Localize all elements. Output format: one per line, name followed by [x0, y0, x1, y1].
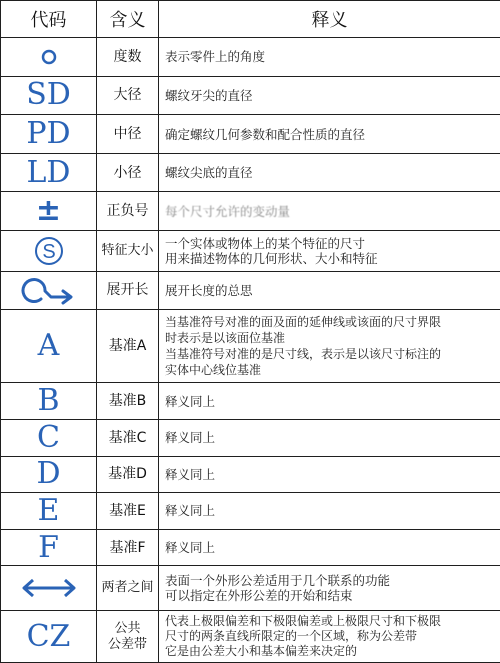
interpretation-cell: [159, 192, 500, 231]
table-row: [1, 115, 500, 154]
interpretation-line: 当基准符号对准的面及面的延伸线或该面的尺寸界限: [165, 315, 442, 330]
interpretation-cell: [159, 566, 500, 611]
table-row: [1, 566, 500, 611]
interpretation-line: 时表示是以该面位基准: [165, 331, 286, 346]
interpretation-line: 实体中心线位基准: [165, 363, 262, 378]
code-cell: [1, 383, 97, 420]
meaning-cell: 基准F: [97, 529, 159, 566]
code-cell: [1, 611, 97, 663]
interpretation-line: 用来描述物体的几何形状、大小和特征: [165, 250, 378, 266]
meaning-cell: 基准B: [97, 383, 159, 420]
table-row: [1, 493, 500, 530]
interpretation-cell: [159, 420, 500, 457]
interpretation-line: 一个实体或物体上的某个特征的尺寸: [165, 235, 366, 251]
code-symbol: SD: [26, 77, 71, 113]
interpretation-cell: [159, 456, 500, 493]
header-row: [1, 1, 500, 38]
interpretation-line: 确定螺纹几何参数和配合性质的直径: [165, 126, 366, 142]
table-row: [1, 456, 500, 493]
table-row: [1, 529, 500, 566]
table-row: [1, 310, 500, 383]
header-code: 代码: [1, 1, 97, 38]
code-cell: [1, 420, 97, 457]
circled-s-letter: S: [41, 240, 56, 263]
interpretation-line: 每个尺寸允许的变动量: [165, 203, 291, 219]
unfold-loop-arrow-icon: [21, 275, 77, 305]
meaning-cell: 基准E: [97, 493, 159, 530]
meaning-cell: 小径: [97, 153, 159, 192]
meaning-cell: 基准A: [97, 310, 159, 383]
code-symbol: PD: [26, 116, 71, 152]
table-row: [1, 420, 500, 457]
table-row: [1, 383, 500, 420]
interpretation-line: 当基准符号对准的是尺寸线，表示是以该尺寸标注的: [165, 347, 442, 362]
interpretation-line: 释义同上: [165, 393, 216, 409]
code-symbol: LD: [26, 154, 71, 190]
meaning-cell: 基准D: [97, 456, 159, 493]
interpretation-cell: [159, 383, 500, 420]
table-row: [1, 38, 500, 77]
interpretation-line: 螺纹尖底的直径: [165, 165, 253, 181]
circled-s-icon: [33, 235, 65, 267]
interpretation-cell: [159, 611, 500, 663]
interpretation-cell: [159, 493, 500, 530]
code-cell: [1, 493, 97, 530]
interpretation-cell: [159, 76, 500, 115]
interpretation-line: 可以指定在外形公差的开始和结束: [165, 588, 353, 604]
code-cell: [1, 76, 97, 115]
meaning-cell: 展开长: [97, 271, 159, 310]
interpretation-line: 释义同上: [165, 466, 216, 482]
code-cell: [1, 38, 97, 77]
table-row: [1, 231, 500, 272]
interpretation-line: 释义同上: [165, 503, 216, 519]
code-symbol: E: [37, 492, 60, 528]
interpretation-line: 它是由公差大小和基本偏差来决定的: [165, 644, 358, 659]
interpretation-line: 展开长度的总思: [165, 282, 253, 298]
double-arrow-icon: [19, 576, 79, 600]
table-row: [1, 76, 500, 115]
meaning-cell: 公共 公差带: [97, 611, 159, 663]
code-cell: [1, 192, 97, 231]
code-cell: [1, 231, 97, 272]
header-interpretation: 释义: [159, 1, 500, 38]
interpretation-cell: [159, 231, 500, 272]
header-meaning: 含义: [97, 1, 159, 38]
interpretation-cell: [159, 529, 500, 566]
code-symbol: A: [37, 328, 60, 364]
plus-minus-icon: ±: [35, 193, 62, 229]
meaning-cell: 中径: [97, 115, 159, 154]
code-symbol: B: [37, 383, 60, 419]
meaning-cell: 大径: [97, 76, 159, 115]
meaning-cell: 基准C: [97, 420, 159, 457]
code-symbol: CZ: [26, 618, 71, 654]
interpretation-line: 释义同上: [165, 540, 216, 556]
code-cell: [1, 529, 97, 566]
interpretation-cell: [159, 310, 500, 383]
interpretation-line: 表面一个外形公差适用于几个联系的功能: [165, 573, 391, 589]
meaning-cell: 特征大小: [97, 231, 159, 272]
interpretation-cell: [159, 271, 500, 310]
interpretation-cell: [159, 38, 500, 77]
code-symbol: F: [38, 529, 59, 565]
code-cell: [1, 153, 97, 192]
table-row: [1, 271, 500, 310]
meaning-cell: 正负号: [97, 192, 159, 231]
code-cell: [1, 271, 97, 310]
interpretation-line: 尺寸的两条直线所限定的一个区域，称为公差带: [165, 629, 418, 644]
table-row: [1, 611, 500, 663]
code-symbol: C: [37, 419, 60, 455]
interpretation-cell: [159, 115, 500, 154]
interpretation-line: 表示零件上的角度: [165, 49, 266, 65]
code-cell: [1, 115, 97, 154]
code-cell: [1, 310, 97, 383]
table-row: [1, 192, 500, 231]
meaning-cell: 两者之间: [97, 566, 159, 611]
code-cell: [1, 566, 97, 611]
code-cell: [1, 456, 97, 493]
interpretation-line: 螺纹牙尖的直径: [165, 87, 253, 103]
code-symbol: D: [36, 456, 61, 492]
table-row: [1, 153, 500, 192]
meaning-cell: 度数: [97, 38, 159, 77]
interpretation-cell: [159, 153, 500, 192]
degree-circle-icon: [39, 47, 59, 67]
interpretation-line: 释义同上: [165, 430, 216, 446]
interpretation-line: 代表上极限偏差和下极限偏差或上极限尺寸和下极限: [165, 614, 442, 629]
